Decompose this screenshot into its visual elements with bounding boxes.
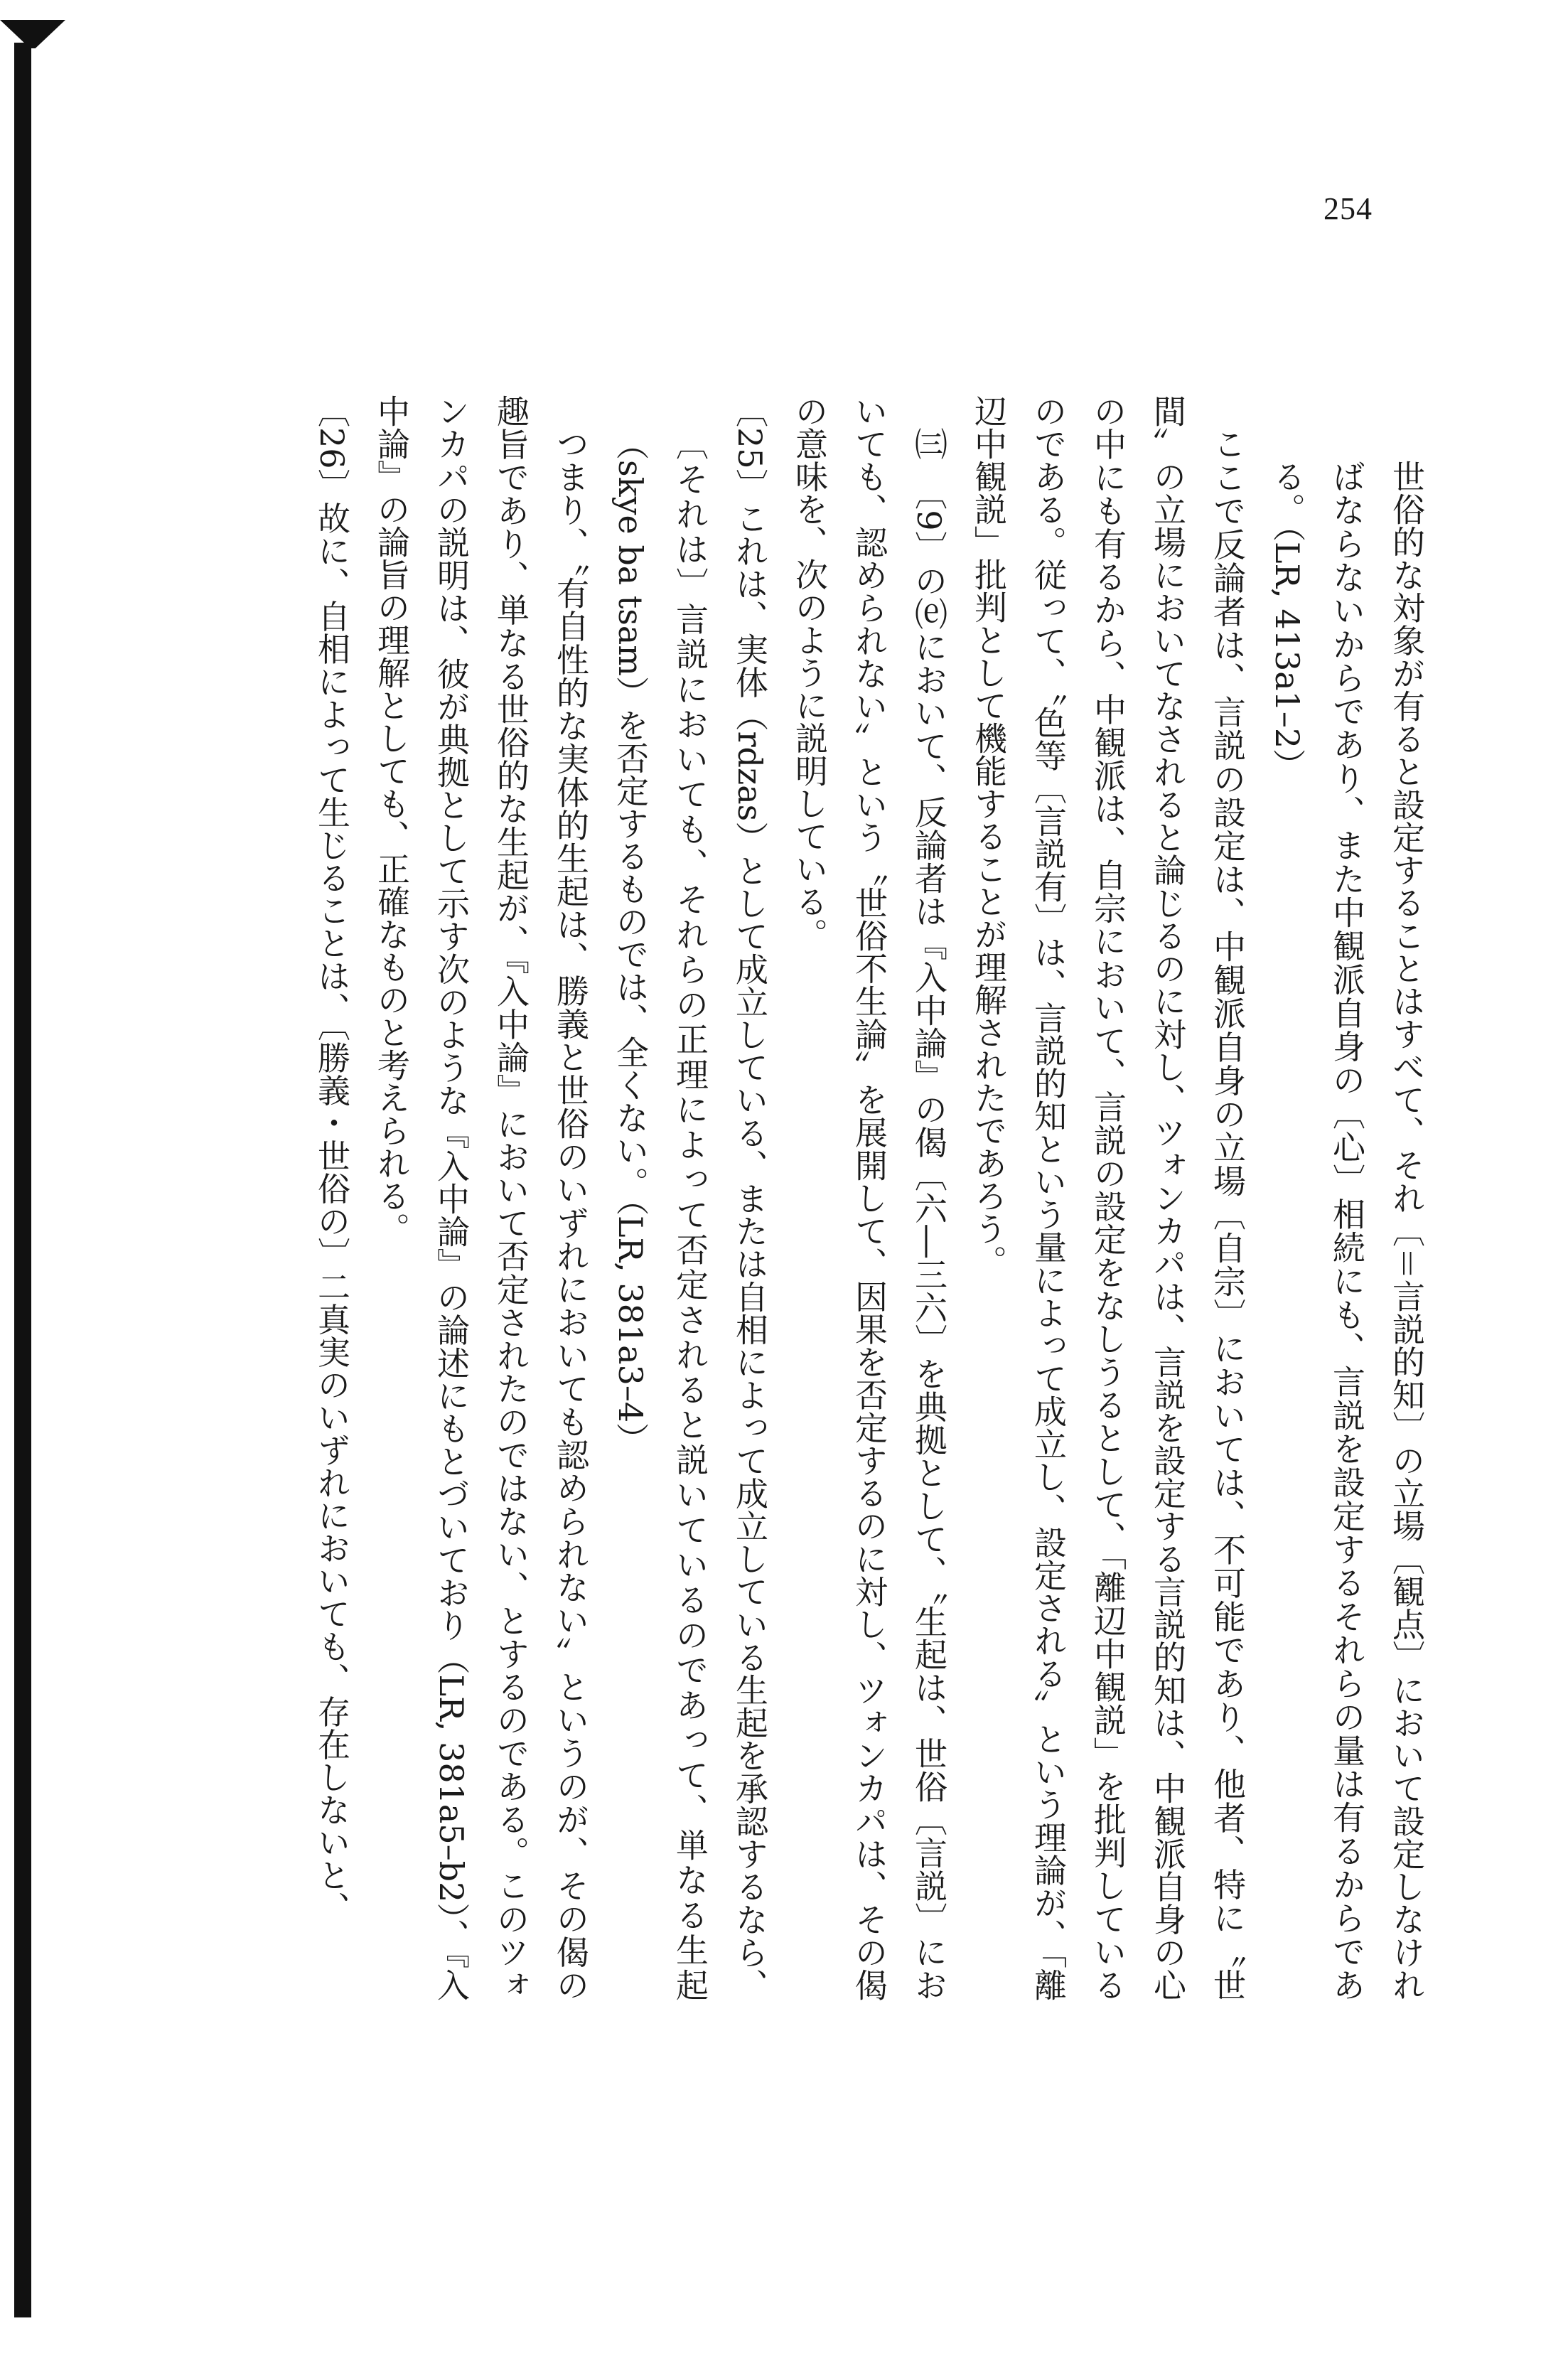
spine-bar	[14, 43, 31, 2317]
numbered-quotation: 〔26〕故に、自相によって生じることは、〔勝義・世俗の〕二真実のいずれにおいても、存在しないと、	[313, 395, 351, 1924]
body-paragraph: ここで反論者は、言説の設定は、中観派自身の立場〔自宗〕においては、不可能であり、他者、特に〝世間〟の立場においてなされると論じるのに対し、ツォンカパは、言説を設定する言説的知は、中観派自身の心の中にも有るから、中観派は、自宗において、言説の設定をなしうるとして、「離辺中観説」を批判しているのである。従って、〝色等〔言説有〕は、言説的知という量によって成立し、設定される〟という理論が、「離辺中観説」批判として機能することが理解されたであろう。	[970, 395, 1247, 2001]
spine-cap	[0, 20, 65, 48]
quotation-paragraph: 世俗的な対象が有ると設定することはすべて、それ〔＝言説的知〕の立場〔観点〕において設定しなければならないからであり、また中観派自身の〔心〕相続にも、言説を設定するそれらの量は有るからである。（LR, 413a1–2）	[1268, 460, 1426, 2001]
page-number: 254	[1323, 191, 1373, 226]
numbered-quotation: 〔25〕これは、実体（rdzas）として成立している、または自相によって成立している生起を承認するなら、〔それは〕言説においても、それらの正理によって否定されると説いているのであって、単なる生起（skye ba tsam）を否定するものでは、全くない。（LR, 381a3–4）	[611, 395, 769, 2001]
book-spine-shadow	[0, 0, 65, 2353]
body-paragraph: つまり、〝有自性的な実体的生起は、勝義と世俗のいずれにおいても認められない〟というのが、その偈の趣旨であり、単なる世俗的な生起が、『入中論』において否定されたのではない、とするのである。このツォンカパの説明は、彼が典拠として示す次のような『入中論』の論述にもとづいており（LR, 381a5–b2）、『入中論』の論旨の理解としても、正確なものと考えられる。	[372, 395, 590, 2001]
vertical-text-body	[100, 395, 1437, 2001]
body-paragraph: ㈢ 〔9〕の⒠において、反論者は『入中論』の偈〔六―三六〕を典拠として、〝生起は、世俗〔言説〕においても、認められない〟という〝世俗不生論〟を展開して、因果を否定するのに対し、ツォンカパは、その偈の意味を、次のように説明している。	[790, 395, 948, 2001]
